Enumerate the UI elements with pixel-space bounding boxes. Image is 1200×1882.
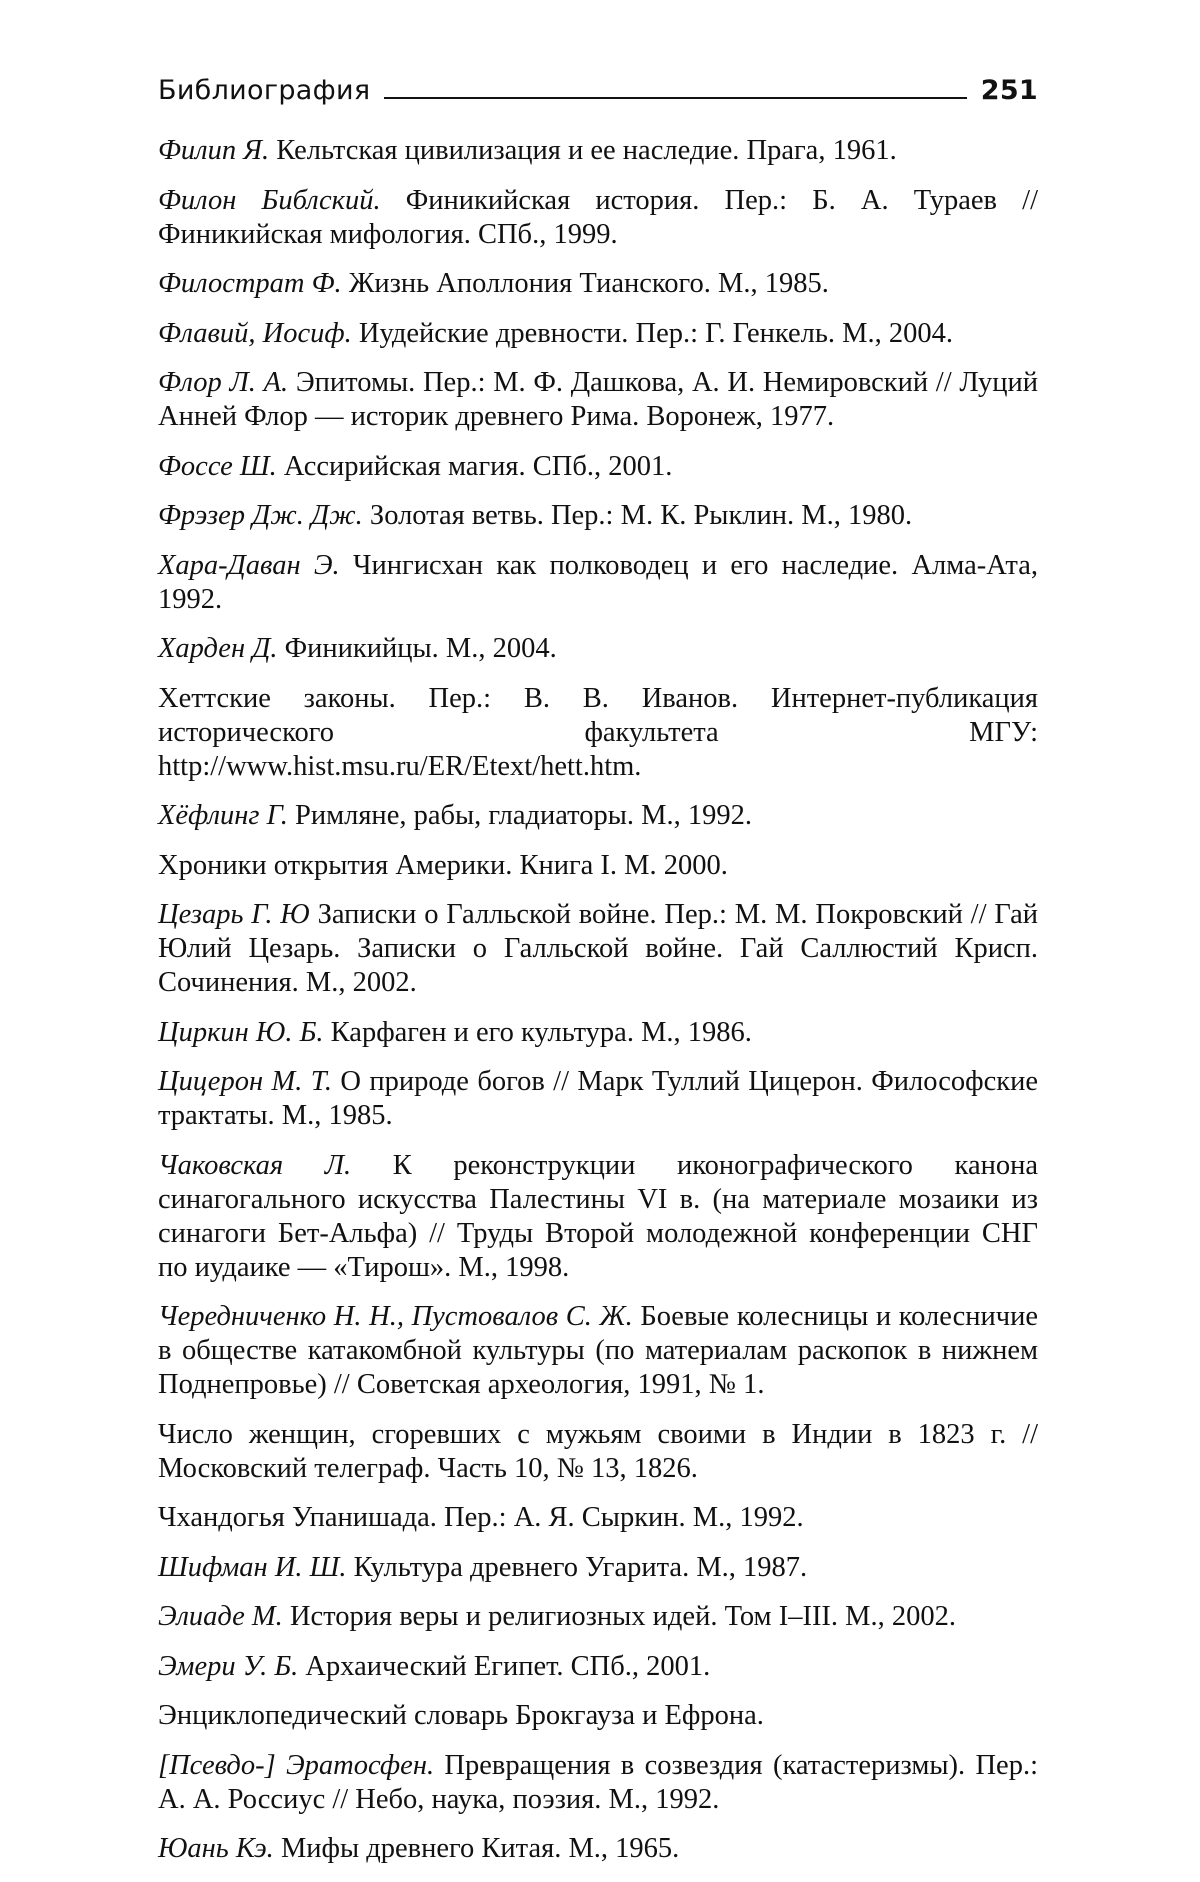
entry-text: Ассирийская магия. СПб., 2001. (276, 450, 673, 482)
bibliography-entry (158, 682, 1038, 784)
page-number: 251 (980, 75, 1038, 106)
bibliography-entry (158, 499, 1038, 533)
entry-text: Энциклопедический словарь Брокгауза и Ефрона. (158, 1700, 764, 1731)
entry-text: Римляне, рабы, гладиаторы. М., 1992. (287, 800, 752, 831)
entry-text: Культура древнего Угарита. М., 1987. (346, 1551, 808, 1583)
bibliography-entry (158, 184, 1038, 252)
bibliography-entry (158, 1699, 1038, 1733)
entry-text: Хроники открытия Америки. Книга I. М. 2000. (158, 849, 728, 881)
entry-author: Филострат Ф. (158, 268, 342, 299)
entry-author: Хёфлинг Г. (158, 800, 288, 831)
entry-text: Число женщин, сгоревших с мужьям своими в Индии в 1823 г. // Московский телеграф. Часть 10, № 13, 1826. (158, 1418, 1038, 1484)
entry-text: Боевые колесницы и колесничие в обществе катакомбной культуры (по материалам раскопок в нижнем Поднепровье) // Советская археология, 1991, № 1. (158, 1301, 1038, 1400)
entry-author: Чаковская Л. (158, 1149, 352, 1181)
entry-text: Кельтская цивилизация и ее наследие. Прага, 1961. (269, 135, 897, 166)
entry-text: К реконструкции иконографического канона синагогального искусства Палестины VI в. (на материале мозаики из синагоги Бет-Альфа) // Труды Второй молодежной конференции СНГ по иудаике — «Тирош». М., 1998. (158, 1149, 1039, 1283)
running-header (158, 62, 1038, 106)
bibliography-entry (158, 549, 1038, 617)
entry-author: Юань Кэ. (158, 1833, 274, 1864)
bibliography-entry (158, 849, 1038, 883)
entry-text: Мифы древнего Китая. М., 1965. (273, 1833, 680, 1864)
bibliography-list (158, 134, 1038, 1866)
bibliography-entry (158, 450, 1038, 484)
bibliography-entry (158, 134, 1038, 168)
book-page (158, 62, 1038, 1882)
bibliography-entry (158, 1065, 1038, 1133)
entry-text: Иудейские древности. Пер.: Г. Генкель. М., 2004. (351, 317, 953, 349)
entry-author: Флавий, Иосиф. (158, 317, 352, 349)
entry-author: Чередниченко Н. Н., Пустовалов С. Ж. (158, 1301, 633, 1332)
bibliography-entry (158, 1300, 1038, 1402)
entry-author: Цезарь Г. Ю (158, 899, 310, 930)
bibliography-entry (158, 1016, 1038, 1050)
entry-author: Циркин Ю. Б. (158, 1016, 324, 1048)
bibliography-entry (158, 1418, 1038, 1486)
entry-text: Карфаген и его культура. М., 1986. (323, 1016, 752, 1048)
bibliography-entry (158, 317, 1038, 351)
entry-text: Архаический Египет. СПб., 2001. (298, 1650, 711, 1682)
entry-text: Чхандогья Упанишада. Пер.: А. Я. Сыркин. М., 1992. (158, 1502, 804, 1533)
bibliography-entry (158, 1650, 1038, 1684)
entry-text: Хеттские законы. Пер.: В. В. Иванов. Интернет-публикация исторического факультета МГУ: http://www.hist.msu.ru/ER/Etext/hett.htm. (158, 682, 1038, 782)
bibliography-entry (158, 1149, 1038, 1285)
bibliography-entry (158, 799, 1038, 833)
bibliography-entry (158, 1501, 1038, 1535)
entry-author: Фрэзер Дж. Дж. (158, 500, 363, 531)
bibliography-entry (158, 1600, 1038, 1634)
entry-text: История веры и религиозных идей. Том I–III. М., 2002. (282, 1601, 957, 1632)
entry-author: Эмери У. Б. (158, 1650, 299, 1682)
entry-text: О природе богов // Марк Туллий Цицерон. Философские трактаты. М., 1985. (158, 1066, 1038, 1131)
bibliography-entry (158, 1832, 1038, 1866)
section-title: Библиография (158, 75, 371, 106)
bibliography-entry (158, 898, 1038, 1000)
entry-text: Эпитомы. Пер.: М. Ф. Дашкова, А. И. Немировский // Луций Анней Флор — историк древнего Рима. Воронеж, 1977. (158, 367, 1038, 432)
entry-text: Золотая ветвь. Пер.: М. К. Рыклин. М., 1980. (362, 500, 913, 531)
bibliography-entry (158, 366, 1038, 434)
entry-author: Филип Я. (158, 135, 270, 166)
bibliography-entry (158, 1749, 1038, 1817)
entry-text: Жизнь Аполлония Тианского. М., 1985. (341, 268, 829, 299)
entry-author: [Псевдо-] Эратосфен. (158, 1749, 435, 1781)
entry-author: Харден Д. (158, 633, 278, 664)
header-rule (384, 97, 966, 99)
bibliography-entry (158, 1551, 1038, 1585)
bibliography-entry (158, 267, 1038, 301)
bibliography-entry (158, 632, 1038, 666)
entry-text: Превращения в созвездия (катастеризмы). Пер.: А. А. Россиус // Небо, наука, поэзия. М., 1992. (158, 1749, 1038, 1815)
entry-author: Фоссе Ш. (158, 450, 277, 482)
entry-text: Записки о Галльской войне. Пер.: М. М. Покровский // Гай Юлий Цезарь. Записки о Галльской войне. Гай Саллюстий Крисп. Сочинения. М., 2002. (158, 899, 1039, 998)
entry-author: Флор Л. А. (158, 367, 289, 398)
entry-author: Элиаде М. (158, 1601, 283, 1632)
entry-author: Филон Библский. (158, 184, 381, 216)
entry-author: Цицерон М. Т. (158, 1066, 332, 1097)
entry-text: Чингисхан как полководец и его наследие. Алма-Ата, 1992. (158, 549, 1039, 615)
entry-author: Хара-Даван Э. (158, 549, 340, 581)
entry-text: Финикийцы. М., 2004. (277, 633, 557, 664)
entry-text: Финикийская история. Пер.: Б. А. Тураев // Финикийская мифология. СПб., 1999. (158, 184, 1038, 250)
entry-author: Шифман И. Ш. (158, 1551, 347, 1583)
